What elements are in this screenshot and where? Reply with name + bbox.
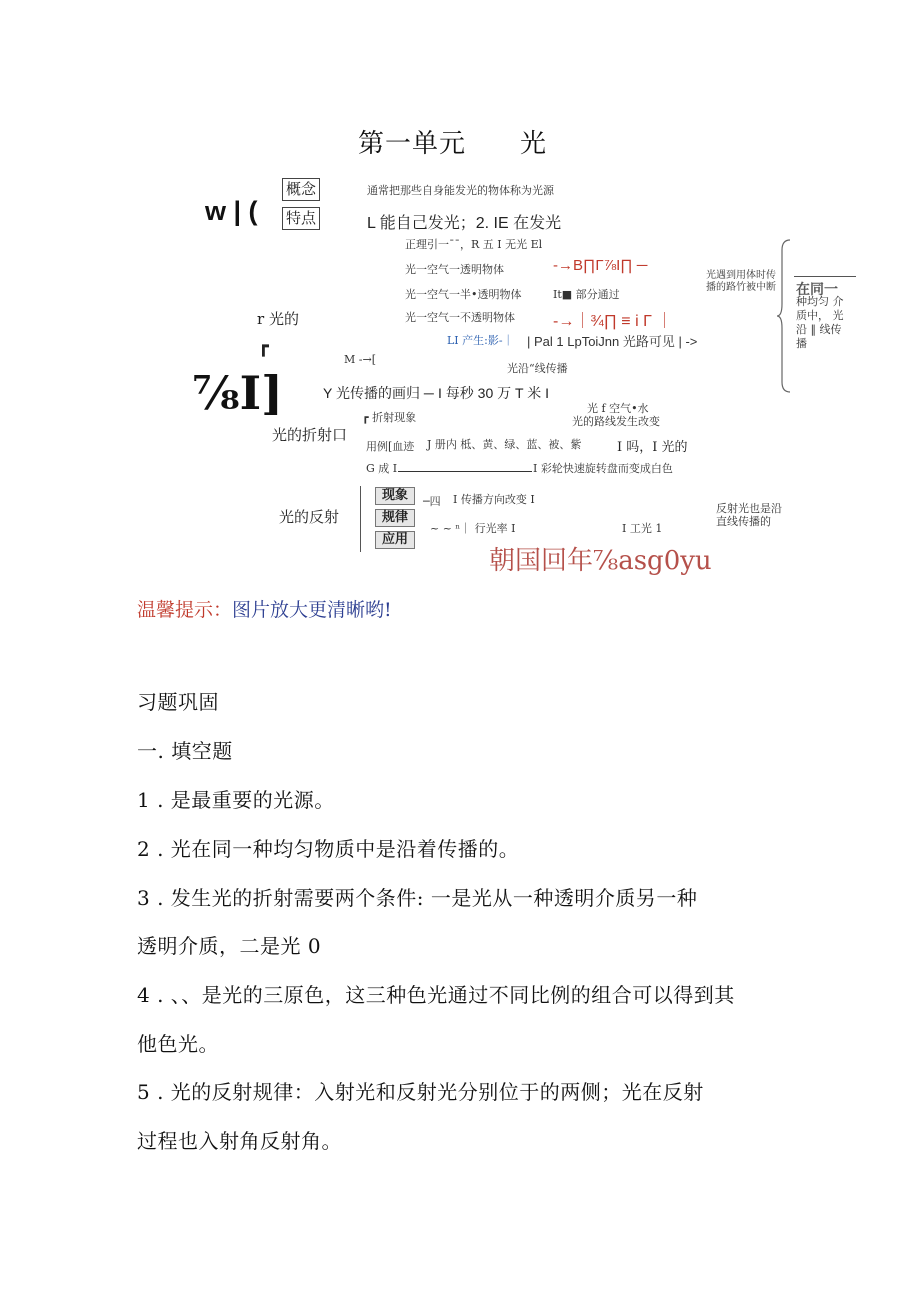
reflection-label: 光的反射 <box>279 508 340 526</box>
straight-line-label: 光沿“线传播 <box>507 362 568 375</box>
tip-prefix: 温馨提示： <box>137 599 233 621</box>
reflection-phenomenon-box: 现象 <box>375 487 415 505</box>
exercise-title: 习题巩固 <box>137 690 219 714</box>
features-text: L 能自己发光；2. IE 在发光 <box>367 215 562 232</box>
gcheng-label: G 成 I <box>366 462 398 475</box>
refraction-note-1: 光 f 空气•水 <box>587 402 649 415</box>
row-translucent: 光一空气一半•透明物体 <box>405 288 522 301</box>
features-box: 特点 <box>282 207 320 230</box>
right-box-line3: 沿 ‖ 线传 <box>796 323 842 336</box>
gcheng-result: I 彩轮快速旋转盘而变成白色 <box>533 462 673 475</box>
example-label: 用例[血迹 <box>366 440 415 453</box>
question-4: 4 . 、、是光的三原色，这三种色光通过不同比例的组合可以得到其 <box>137 983 735 1007</box>
question-1: 1 . 是最重要的光源。 <box>137 788 335 812</box>
gcheng-line <box>398 471 532 472</box>
speed-value: I 每秒 30 万 T 米 I <box>438 385 549 401</box>
example-colors: J 册内 柢、黄、绿、蓝、被、紫 <box>427 438 582 451</box>
page-title: 第一单元 光 <box>358 129 548 159</box>
reflection-note-1: 反射光也是沿 <box>716 502 782 515</box>
watermark-text: 朝国回年⅞asg0yu <box>489 546 712 576</box>
reflection-row-1-result: I 传播方向改变 I <box>453 493 535 506</box>
question-5-cont: 过程也入射角反射角。 <box>137 1129 342 1153</box>
reflection-row-2-end: I 工光 1 <box>622 522 663 535</box>
row-translucent-result: It■ 部分通过 <box>553 288 620 301</box>
right-box-line1: 种均匀 介 <box>796 295 844 308</box>
row-transparent-result: -→B∏Γ⅞I∏ ─ <box>553 257 648 274</box>
concept-box: 概念 <box>282 178 320 201</box>
right-box-line2: 质中， 光 <box>796 309 844 322</box>
row-opaque: 光一空气一不透明物体 <box>405 311 515 324</box>
reflection-bracket <box>360 486 365 552</box>
diagram-w-mark: w | ( <box>205 196 258 226</box>
reflection-row-1: ─四 <box>423 495 441 508</box>
right-box <box>794 276 856 350</box>
refraction-phenomenon: ┏ 折射现象 <box>362 411 417 424</box>
row-light-source: 正理引一ˉˉ，R 五 I 无光 El <box>405 238 543 251</box>
bracket-mark: ┏ <box>258 336 269 357</box>
reflection-note-2: 直线传播的 <box>716 515 771 528</box>
tip-text: 图片放大更清晰哟! <box>232 599 392 621</box>
example-tail: I 吗，I 光的 <box>617 440 688 455</box>
refraction-note-2: 光的路线发生改变 <box>572 415 660 428</box>
row-light-path: | Pal 1 LpToiJnn 光路可见 | -> <box>527 334 698 349</box>
reflection-use-box: 应用 <box>375 531 415 549</box>
reflection-row-2: ~ ~ ⁿ｜ 行光率 I <box>430 522 516 535</box>
right-note: 光遇到用体时传播的路竹被中断 <box>706 270 776 293</box>
row-transparent: 光一空气一透明物体 <box>405 263 504 276</box>
question-5: 5 . 光的反射规律：入射光和反射光分别位于的两侧；光在反射 <box>137 1080 704 1104</box>
speed-label: Y 光传播的画归 ─ <box>323 385 434 401</box>
light-of-label: r 光的 <box>257 310 299 328</box>
question-2: 2 . 光在同一种均匀物质中是沿着传播的。 <box>137 837 520 861</box>
right-brace-icon <box>776 238 794 394</box>
row-shadow: LI 产生:影-｜ <box>447 334 514 347</box>
question-4-cont: 他色光。 <box>137 1032 219 1056</box>
tip-line <box>137 595 392 622</box>
m-arrow: M -→[ <box>344 353 376 366</box>
question-3-cont: 透明介质，二是光 0 <box>137 934 322 958</box>
question-3: 3 . 发生光的折射需要两个条件: 一是光从一种透明介质另一种 <box>137 886 698 910</box>
right-box-line4: 播 <box>796 337 807 350</box>
big-mark: ⅞I] <box>192 366 283 420</box>
section-heading: 一. 填空题 <box>137 739 233 763</box>
concept-text: 通常把那些自身能发光的物体称为光源 <box>367 184 554 197</box>
row-opaque-result: -→｜¾∏ ≡ i Γ ｜ <box>553 313 673 330</box>
reflection-law-box: 规律 <box>375 509 415 527</box>
refraction-label: 光的折射口 <box>272 426 348 444</box>
right-box-title: 在同一 <box>796 282 838 298</box>
